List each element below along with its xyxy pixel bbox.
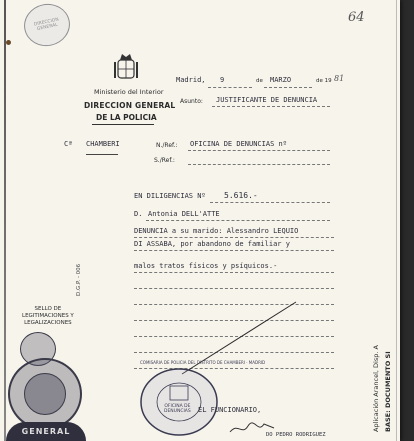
direction-underline <box>92 124 154 125</box>
ministry-label: Ministerio del Interior <box>94 88 164 96</box>
police-stamp-inner-line: DENUNCIAS <box>164 409 191 414</box>
right-margin-line2: BASE: DOCUMENTO SI <box>384 351 392 432</box>
page-edge-line <box>396 0 397 441</box>
denunciante-label: D. <box>134 210 143 218</box>
blank-rule <box>134 288 334 289</box>
date-day-line <box>208 87 252 88</box>
legitimation-line: SELLO DE <box>34 306 62 312</box>
denuncia-line-3: malos tratos físicos y psíquicos.- <box>134 262 278 270</box>
denuncia-rule-3 <box>134 272 334 273</box>
denunciante-value: Antonia DELL'ATTE <box>148 210 220 218</box>
funcionario-label: EL FUNCIONARIO, <box>198 406 262 414</box>
sref-line <box>188 164 330 165</box>
date-month: MARZO <box>270 76 292 84</box>
diligencias-line <box>210 202 330 203</box>
nref-value: OFICINA DE DENUNCIAS nº <box>190 140 287 148</box>
police-stamp-ring-text: COMISARIA DE POLICIA DEL DISTRITO DE CHAMBERI · MADRID <box>140 360 266 365</box>
police-stamp-inner <box>164 404 191 414</box>
date-city: Madrid, <box>176 76 206 84</box>
date-de: de <box>256 78 263 84</box>
recipient-name: CHAMBERI <box>86 140 120 148</box>
left-edge <box>4 0 6 441</box>
asunto-value: JUSTIFICANTE DE DENUNCIA <box>216 96 318 104</box>
denuncia-line-1: DENUNCIA a su marido: Alessandro LEQUIO <box>134 227 299 235</box>
date-year-prefix: de 19 <box>316 78 332 84</box>
direction-title-line2: DE LA POLICIA <box>96 113 157 122</box>
right-margin-line1: Aplicación Arancel, Disp. A <box>372 345 380 432</box>
denuncia-rule-2 <box>134 250 334 251</box>
notary-seal <box>8 358 82 430</box>
bottom-name: DO PEDRO RODRIGUEZ <box>266 432 326 438</box>
bottom-left-stamp: GENERAL <box>6 422 86 441</box>
legitimation-line: LEGITIMACIONES Y <box>22 313 74 319</box>
notary-seal-core <box>24 373 66 415</box>
denunciante-line <box>146 220 330 221</box>
page-number-handwritten: 64 <box>348 10 365 25</box>
dgp-code: D.G.P. - 006 <box>76 263 82 296</box>
direction-title-line1: DIRECCION GENERAL <box>84 101 176 110</box>
sref-label: S./Ref.: <box>154 157 175 164</box>
diligencias-value: 5.616.- <box>224 191 258 200</box>
police-round-stamp <box>138 366 220 438</box>
recipient-prefix: Cª <box>64 140 73 148</box>
recipient-underline <box>86 154 118 155</box>
date-year-hand: 81 <box>334 74 345 83</box>
coat-of-arms-icon <box>112 52 140 84</box>
legitimation-stamp-label <box>22 306 74 327</box>
denuncia-line-2: DI ASSABA, por abandono de familiar y <box>134 240 290 248</box>
nref-line <box>188 150 330 151</box>
denuncia-rule-1 <box>134 237 334 238</box>
corner-stamp <box>20 0 74 50</box>
nref-label: N./Ref.: <box>156 142 178 149</box>
asunto-label: Asunto: <box>180 98 203 105</box>
date-day: 9 <box>220 76 225 84</box>
legitimation-line: LEGALIZACIONES <box>24 320 72 326</box>
rust-spot <box>6 40 11 45</box>
diligencias-label: EN DILIGENCIAS Nº <box>134 192 206 200</box>
corner-stamp-text: DIRECCION GENERAL <box>33 17 60 33</box>
police-stamp-inner-line: OFICINA DE <box>164 404 191 409</box>
asunto-line <box>212 106 330 107</box>
date-month-line <box>264 87 312 88</box>
